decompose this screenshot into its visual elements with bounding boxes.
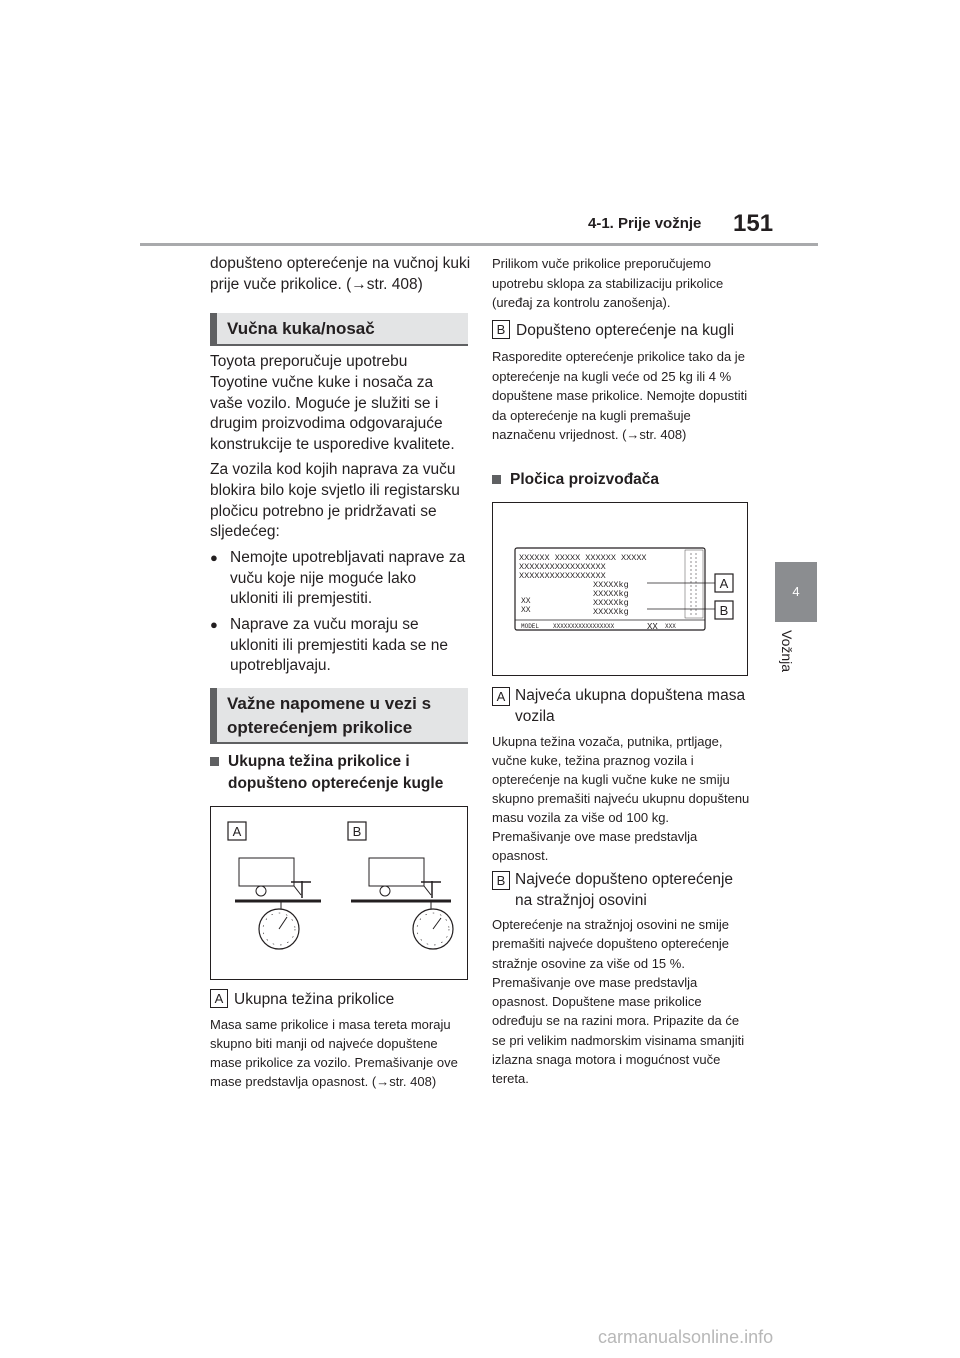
plate-kg-row-4: XXXXXkg: [593, 607, 629, 617]
paragraph-toyota-recommends: Toyota preporučuje upotrebu Toyotine vučne kuke i nosača za vaše vozilo. Moguće je služiti se i drugim proizvodima odgovarajuće konstrukcije te usporedive kvalitete.: [210, 353, 455, 454]
header-rule: [140, 243, 818, 246]
intro-text: dopušteno opterećenje na vučnoj kuki prije vuče prikolice. (→str. 408): [210, 255, 471, 293]
subheading-total-weight-text: Ukupna težina prikolice i dopušteno opterećenje kugle: [228, 753, 444, 792]
label-a2-badge: A: [492, 687, 510, 706]
item-a-heading: [210, 989, 472, 1010]
watermark: carmanualsonline.info: [598, 1327, 774, 1347]
page-number: 151: [733, 210, 774, 237]
plate-diagram: [493, 503, 747, 675]
bullet-text-1: Nemojte upotrebljavati naprave za vuču koje nije moguće lako ukloniti ili premjestiti.: [230, 549, 466, 607]
item-b-heading: [492, 320, 754, 341]
fig-label-b: B: [352, 824, 362, 839]
fig-label-a: A: [232, 824, 242, 839]
square-bullet-2: [492, 475, 501, 484]
chapter-label-text: Vožnja: [779, 630, 795, 673]
subheading-manufacturer-plate-text: Pločica proizvođača: [510, 471, 660, 488]
gauge-a-icon: [259, 909, 299, 949]
item-a2-title: Najveća ukupna dopuštena masa vozila: [515, 687, 746, 725]
item-a2-description: Ukupna težina vozača, putnika, prtljage, vučne kuke, težina praznog vozila i opterećenje na kugli vučne kuke ne smiju skupno premašiti najveću ukupnu dopuštenu masu vozila za više od 100 kg. Premašivanje ove mase predstavlja opasnost.: [492, 734, 750, 863]
bullet-text-2: Naprave za vuču moraju se ukloniti ili premjestiti kada se ne upotrebljavaju.: [230, 616, 448, 674]
plate-xx-1: XX: [521, 597, 531, 606]
item-b-description: Rasporedite opterećenje prikolice tako da je opterećenje na kugli veće od 25 kg ili 4 % dopuštene mase prikolice. Nemojte dopustiti da opterećenje na kugli premašuje naznačenu vrijednost. (→str. 408): [492, 349, 748, 442]
gauge-b-icon: [413, 909, 453, 949]
plate-row-1: XXXXXX XXXXX XXXXXX XXXXX: [519, 553, 647, 563]
square-bullet: [210, 757, 219, 766]
subheading-total-weight: [210, 751, 472, 795]
subheading-manufacturer-plate: [492, 469, 754, 491]
label-b2-badge: B: [492, 871, 510, 890]
plate-xx-2: XX: [521, 606, 531, 615]
item-a-title: Ukupna težina prikolice: [234, 991, 395, 1008]
figure-trailer-weight: [210, 806, 468, 980]
plate-model-tail: XXX: [665, 623, 676, 630]
paragraph-stabilizer: Prilikom vuče prikolice preporučujemo upotrebu sklopa za stabilizaciju prikolice (uređaj za kontrolu zanošenja).: [492, 256, 724, 310]
plate-kg-row-3: XXXXXkg: [593, 598, 629, 608]
plate-row-3: XXXXXXXXXXXXXXXXX: [519, 571, 606, 581]
paragraph-vehicles-blocking: Za vozila kod kojih naprava za vuču blokira bilo koje svjetlo ili registarsku pločicu potrebno je pridržavati se sljedećeg:: [210, 461, 460, 541]
section-header: 4-1. Prije vožnje: [588, 215, 702, 232]
trailer-a-icon: [235, 858, 321, 910]
chapter-label: [779, 630, 807, 690]
bullet-item-1: [210, 548, 468, 610]
plate-model-label: MODEL: [521, 623, 540, 630]
plate-model-xx: XX: [647, 622, 658, 632]
chapter-tab[interactable]: 4: [775, 562, 817, 622]
plate-label-a: A: [719, 576, 729, 591]
item-b-title: Dopušteno opterećenje na kugli: [516, 322, 735, 339]
label-a-badge: A: [210, 989, 228, 1008]
figure-manufacturer-plate: [492, 502, 748, 676]
section-title-towing-hook: Vučna kuka/nosač: [210, 313, 468, 346]
section-title-trailer-load: Važne napomene u vezi s opterećenjem prikolice: [210, 688, 468, 744]
bullet-item-2: [210, 615, 468, 677]
item-b2-description: Opterećenje na stražnjoj osovini ne smije premašiti najveće dopušteno opterećenje stražnje osovine za više od 15 %. Premašivanje ove mase predstavlja opasnost. Dopuštene mase prikolice određuju se na razini mora. Pripazite da će se pri velikim nadmorskim visinama smanjiti izlazna snaga motora i mogućnost vuče tereta.: [492, 917, 745, 1087]
label-b-badge: B: [492, 320, 510, 339]
plate-row-2: XXXXXXXXXXXXXXXXX: [519, 562, 606, 572]
plate-model-value: XXXXXXXXXXXXXXXXX: [553, 623, 615, 630]
item-b2-title: Najveće dopušteno opterećenje na stražnjoj osovini: [515, 871, 734, 909]
item-a2-heading: [492, 685, 754, 727]
trailer-weight-diagram: [211, 807, 467, 979]
plate-kg-row-2: XXXXXkg: [593, 589, 629, 599]
plate-label-b: B: [719, 603, 729, 618]
item-b2-heading: [492, 869, 754, 911]
item-a-description: Masa same prikolice i masa tereta moraju skupno biti manji od najveće dopuštene mase prikolice za vozilo. Premašivanje ove mase predstavlja opasnost. (→str. 408): [210, 1017, 458, 1089]
plate-kg-row-1: XXXXXkg: [593, 580, 629, 590]
trailer-b-icon: [351, 858, 451, 910]
